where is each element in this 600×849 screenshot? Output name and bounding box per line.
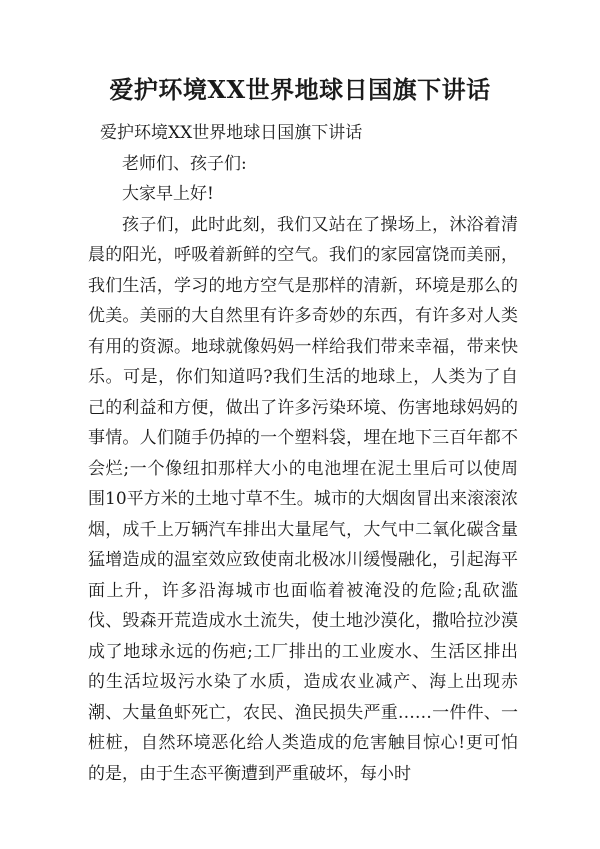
document-subtitle: 爱护环境XX世界地球日国旗下讲话	[100, 123, 363, 143]
salutation: 老师们、孩子们:	[122, 153, 247, 174]
body-paragraph: 孩子们，此时此刻，我们又站在了操场上，沐浴着清晨的阳光，呼吸着新鲜的空气。我们的家园富饶而美丽，我们生活，学习的地方空气是那样的清新，环境是那么的优美。美丽的大自然里有许多奇妙的东西，有许多对人类有用的资源。地球就像妈妈一样给我们带来幸福，带来快乐。可是，你们知道吗?我们生活的地球上，人类为了自己的利益和方便，做出了许多污染环境、伤害地球妈妈的事情。人们随手仍掉的一个塑料袋，埋在地下三百年都不会烂;一个像纽扣那样大小的电池埋在泥土里后可以使周围10平方米的土地寸草不生。城市的大烟囱冒出来滚滚浓烟，成千上万辆汽车排出大量尾气，大气中二氧化碳含量猛增造成的温室效应致使南北极冰川缓慢融化，引起海平面上升，许多沿海城市也面临着被淹没的危险;乱砍滥伐、毁森开荒造成水土流失，使土地沙漠化，撒哈拉沙漠成了地球永远的伤疤;工厂排出的工业废水、生活区排出的生活垃圾污水染了水质，造成农业减产、海上出现赤潮、大量鱼虾死亡，农民、渔民损失严重……一件件、一桩桩，自然环境恶化给人类造成的危害触目惊心!更可怕的是，由于生态平衡遭到严重破坏，每小时	[88, 214, 518, 784]
greeting: 大家早上好!	[122, 184, 214, 204]
document-body	[88, 118, 518, 789]
document-title: 爱护环境XX世界地球日国旗下讲话	[109, 75, 491, 104]
